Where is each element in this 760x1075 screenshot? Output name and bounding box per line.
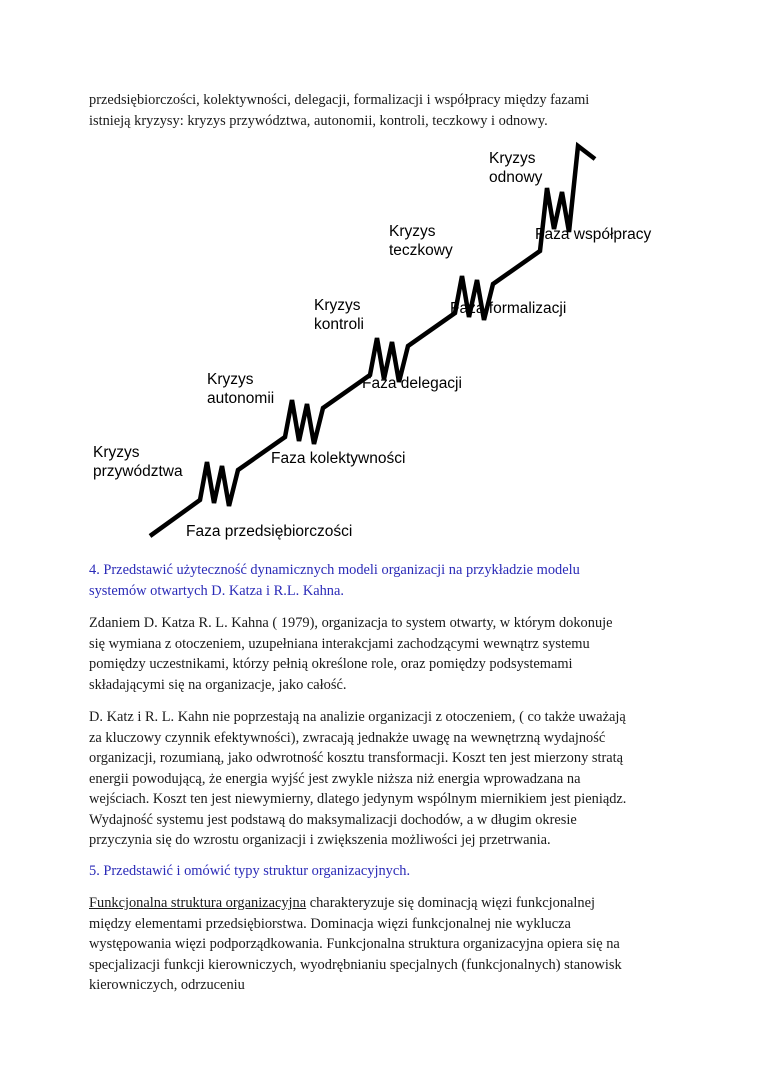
s5p1-line-1 — [89, 893, 689, 914]
crisis-label-4-line-1: Kryzys — [389, 223, 436, 240]
phase-label-1: Faza przedsiębiorczości — [186, 523, 353, 540]
s4p1-line-1: Zdaniem D. Katza R. L. Kahna ( 1979), organizacja to system otwarty, w którym dokonuje — [89, 615, 613, 631]
crisis-label-4-line-2: teczkowy — [389, 242, 453, 259]
section-5-heading-line: 5. Przedstawić i omówić typy struktur organizacyjnych. — [89, 863, 411, 879]
crisis-label-3-line-1: Kryzys — [314, 297, 361, 314]
s4p2-line-2: za kluczowy czynnik efektywności), zwracają jednakże uwagę na wewnętrzną wydajność — [89, 729, 606, 746]
s4p2-line-4: energii powodującą, że energia wyjść jest zwykle niższa niż energia wprowadzana na — [89, 770, 581, 787]
s5p1-line-2: między elementami przedsiębiorstwa. Dominacja więzi funkcjonalnej nie wyklucza — [89, 915, 571, 932]
section-4-paragraph-2 — [89, 707, 689, 851]
phase-label-4: Faza formalizacji — [450, 300, 567, 317]
crisis-label-1-line-2: przywództwa — [93, 463, 183, 480]
growth-zigzag-line — [150, 146, 595, 536]
s4p2-line-3: organizacji, rozumianą, jako odwrotność kosztu transformacji. Koszt ten jest mierzony stratą — [89, 750, 624, 766]
section-4-paragraph-1 — [89, 613, 689, 695]
s4p2-line-7: przyczynia się do wzrostu organizacji i zwiększenia możliwości jej przetrwania. — [89, 832, 551, 848]
section-4-heading-line-1: 4. Przedstawić użyteczność dynamicznych modeli organizacji na przykładzie modelu — [89, 562, 580, 578]
s4p1-line-2: się wymiana z otoczeniem, uzupełniana interakcjami zachodzącymi wewnątrz systemu — [89, 635, 590, 652]
intro-line-2: istnieją kryzysy: kryzys przywództwa, autonomii, kontroli, teczkowy i odnowy. — [89, 112, 548, 129]
crisis-label-3-line-2: kontroli — [314, 316, 364, 333]
s5p1-line-5: kierowniczych, odrzuceniu — [89, 977, 245, 993]
s5p1-line-4: specjalizacji funkcji kierowniczych, wyodrębnianiu specjalnych (funkcjonalnych) stanowisk — [89, 956, 622, 973]
s4p1-line-3: pomiędzy uczestnikami, którzy pełnią określone role, oraz pomiędzy podsystemami — [89, 656, 573, 672]
phase-label-3: Faza delegacji — [362, 375, 462, 392]
s5p1-line-3: występowania więzi podporządkowania. Funkcjonalna struktura organizacyjna opiera się na — [89, 936, 620, 952]
s4p2-line-1: D. Katz i R. L. Kahn nie poprzestają na analizie organizacji z otoczeniem, ( co także uważają — [89, 709, 626, 725]
s4p2-line-5: wejściach. Koszt ten jest niewymierny, dlatego jedynym wspólnym miernikiem jest pieniądz. — [89, 791, 627, 807]
section-5-heading — [89, 861, 689, 882]
intro-line-1: przedsiębiorczości, kolektywności, delegacji, formalizacji i współpracy między fazami — [89, 92, 590, 108]
section-4-heading-line-2: systemów otwartych D. Katza i R.L. Kahna. — [89, 582, 344, 599]
s4p2-line-6: Wydajność systemu jest podstawą do maksymalizacji dochodów, a w długim okresie — [89, 811, 577, 828]
crisis-label-5-line-2: odnowy — [489, 169, 543, 186]
phase-label-5: Faza współpracy — [535, 226, 652, 243]
term-functional-structure: Funkcjonalna struktura organizacyjna — [89, 895, 307, 911]
s5p1-line-1-rest: charakteryzuje się dominacją więzi funkcjonalnej — [306, 895, 596, 911]
phase-label-2: Faza kolektywności — [271, 450, 406, 467]
section-4-heading — [89, 560, 689, 601]
crisis-label-2-line-1: Kryzys — [207, 371, 254, 388]
crisis-label-1-line-1: Kryzys — [93, 444, 140, 461]
crisis-label-2-line-2: autonomii — [207, 390, 275, 407]
section-5-paragraph-1 — [89, 893, 689, 996]
crisis-label-5-line-1: Kryzys — [489, 150, 536, 167]
s4p1-line-4: składającymi się na organizacje, jako całość. — [89, 676, 347, 693]
